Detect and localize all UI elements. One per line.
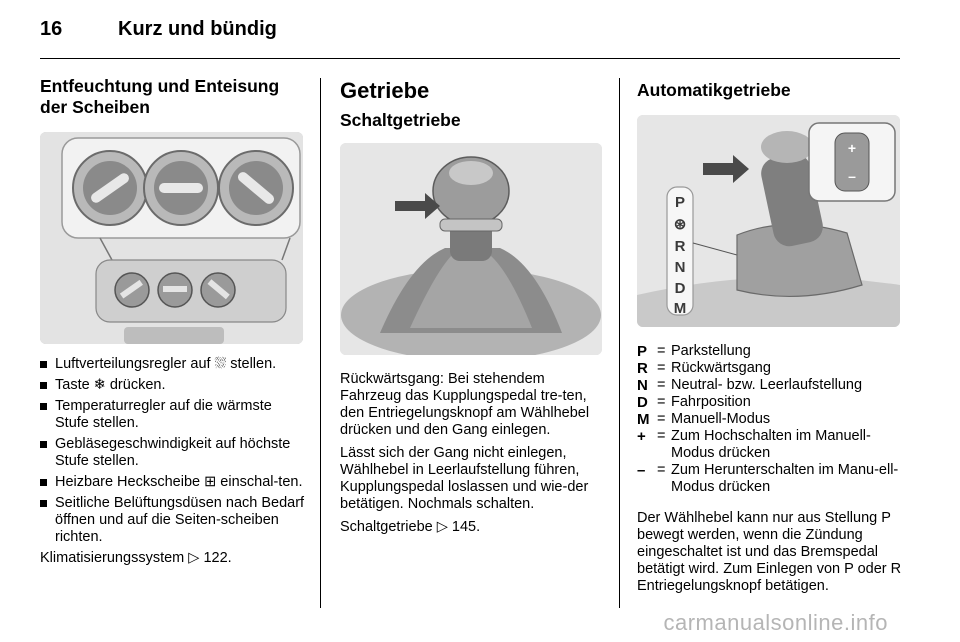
- list-item: Taste ❄ drücken.: [40, 377, 305, 394]
- list-item: Temperaturregler auf die wärmste Stufe stellen.: [40, 398, 305, 432]
- manual-transmission-reference[interactable]: Schaltgetriebe ▷ 145.: [340, 519, 481, 535]
- gate-lock-icon: ⊛: [673, 216, 687, 233]
- manual-gear-lever-figure: [340, 143, 602, 355]
- paragraph: Lässt sich der Gang nicht einlegen, Wählhebel in Leerlaufstellung führen, Kupplungspedal loslassen und wie-der betätigen. Nochmals schalten.: [340, 445, 589, 512]
- section-heading-transmission: Getriebe: [340, 78, 430, 103]
- legend-row: R = Rückwärtsgang: [637, 360, 771, 377]
- legend-row: – = Zum Herunterschalten im Manu-ell-Modus drücken: [637, 462, 899, 495]
- legend-row: M = Manuell-Modus: [637, 411, 771, 428]
- plus-icon: +: [847, 140, 857, 156]
- section-heading-automatic: Automatikgetriebe: [637, 80, 791, 100]
- legend-row: D = Fahrposition: [637, 394, 751, 411]
- column-divider: [619, 78, 620, 608]
- legend-row: N = Neutral- bzw. Leerlaufstellung: [637, 377, 863, 394]
- gate-letter-m: M: [673, 300, 687, 317]
- page-header: [40, 18, 277, 41]
- minus-icon: –: [848, 168, 856, 184]
- header-rule: [40, 58, 900, 59]
- gate-letter-d: D: [674, 280, 686, 297]
- gate-letter-p: P: [674, 194, 686, 211]
- list-item: Seitliche Belüftungsdüsen nach Bedarf öffnen und auf die Seiten-scheiben richten.: [40, 495, 305, 546]
- list-item: Gebläsegeschwindigkeit auf höchste Stufe stellen.: [40, 436, 305, 470]
- watermark: carmanualsonline.info: [663, 610, 888, 635]
- page-title: Kurz und bündig: [118, 18, 277, 40]
- column-divider: [320, 78, 321, 608]
- paragraph: Rückwärtsgang: Bei stehendem Fahrzeug das Kupplungspedal tre-ten, den Entriegelungsknopf am Wählhebel drücken und den Gang einlegen.: [340, 371, 590, 438]
- column-transmission: [340, 76, 602, 536]
- section-heading-defrost: Entfeuchtung und Enteisung der Scheiben: [40, 76, 280, 117]
- column-defrost: [40, 76, 305, 567]
- defrost-steps: [40, 356, 305, 546]
- column-automatic: [637, 76, 902, 601]
- list-item: Heizbare Heckscheibe ⊞ einschal-ten.: [40, 474, 305, 491]
- list-item: Luftverteilungsregler auf ⛆ stellen.: [40, 356, 305, 373]
- gate-letter-n: N: [674, 259, 686, 276]
- gear-position-legend: [637, 343, 902, 496]
- paragraph: Der Wählhebel kann nur aus Stellung P bewegt werden, wenn die Zündung eingeschaltet ist und das Bremspedal betätigt wird. Zum Einlegen von P oder R Entriegelungsknopf betätigen.: [637, 510, 902, 594]
- climate-control-figure: [40, 132, 303, 344]
- automatic-gear-lever-figure: [637, 115, 900, 327]
- subheading-manual-transmission: Schaltgetriebe: [340, 110, 461, 130]
- legend-row: + = Zum Hochschalten im Manuell-Modus drücken: [637, 428, 871, 461]
- page-number: 16: [40, 18, 63, 40]
- climate-system-reference[interactable]: Klimatisierungssystem ▷ 122.: [40, 550, 232, 566]
- legend-row: P = Parkstellung: [637, 343, 751, 360]
- gate-letter-r: R: [674, 238, 686, 255]
